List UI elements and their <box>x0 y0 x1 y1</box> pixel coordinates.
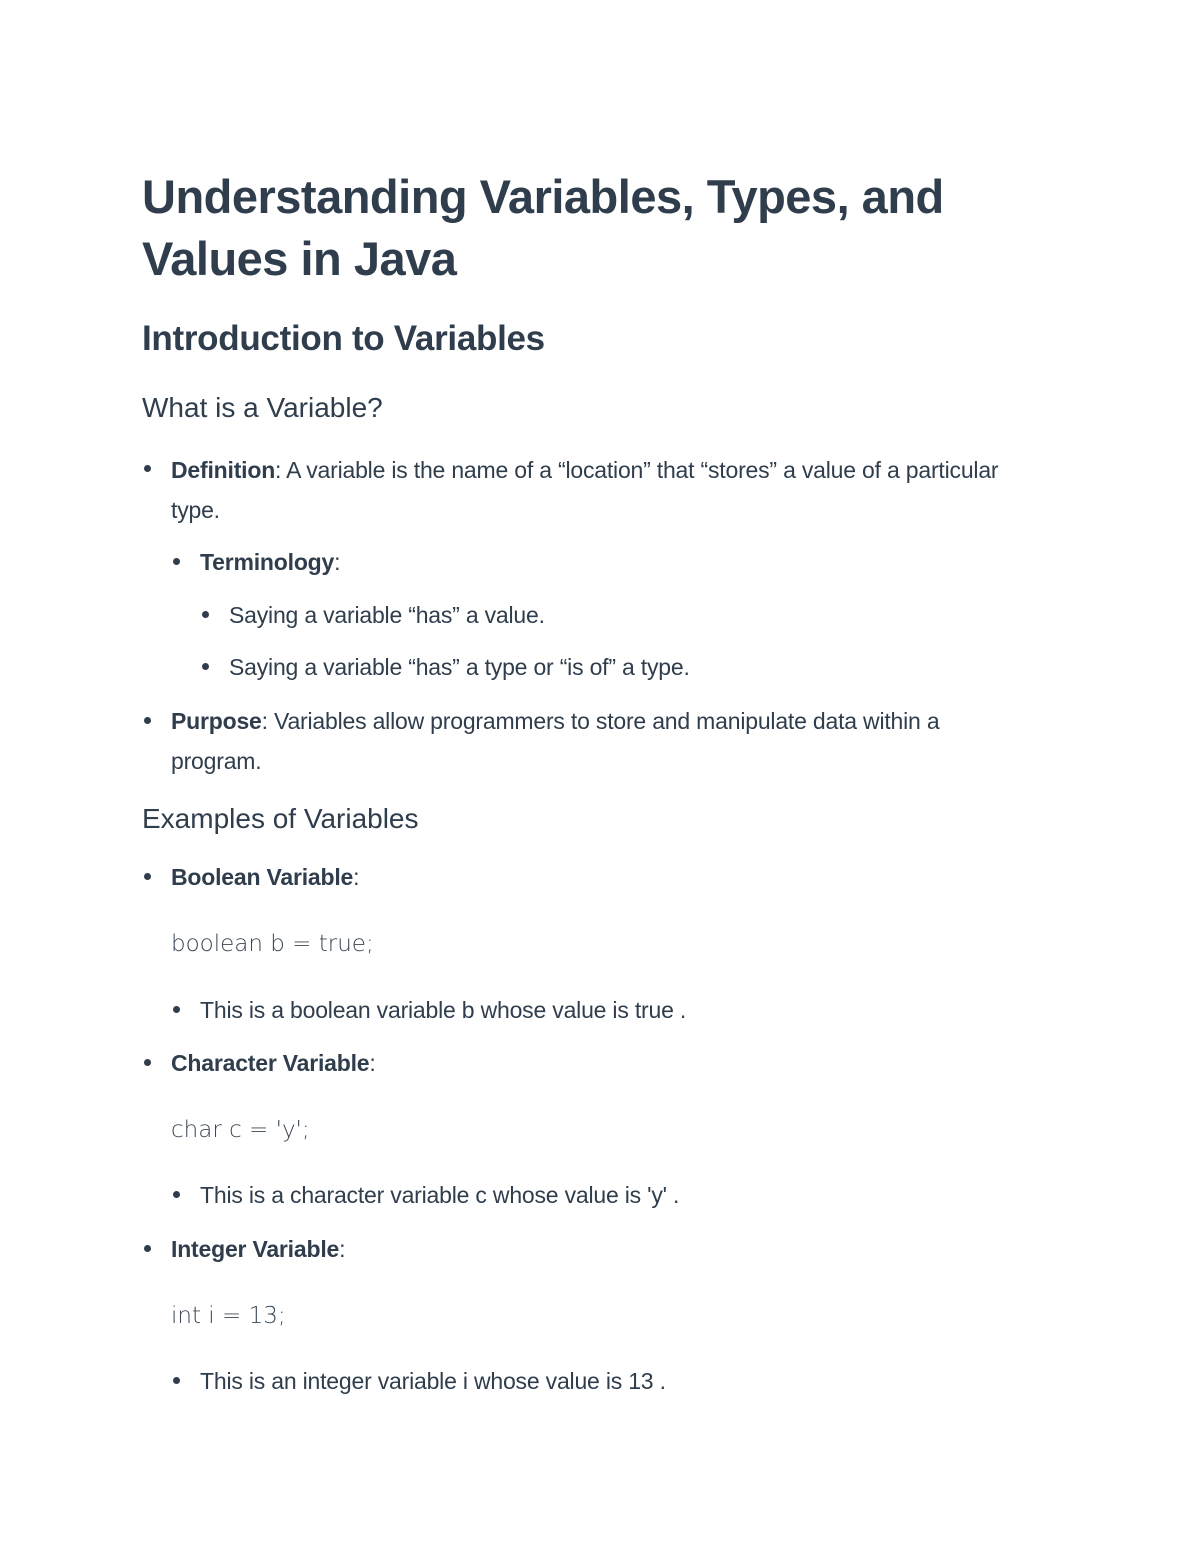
bullet-icon <box>144 873 151 880</box>
list-item-boolean-note: This is a boolean variable b whose value is true . <box>200 997 687 1023</box>
code-integer: int i = 13; <box>171 1303 286 1329</box>
purpose-label: Purpose <box>171 708 262 734</box>
list-item-purpose <box>171 701 1031 781</box>
list-item-terminology <box>200 542 340 582</box>
list-item-character: Character Variable: <box>171 1050 376 1076</box>
bullet-icon <box>144 465 151 472</box>
terminology-colon: : <box>334 549 341 575</box>
character-label: Character Variable <box>171 1050 370 1076</box>
subsection-heading-examples: Examples of Variables <box>142 803 419 834</box>
bullet-icon <box>144 1059 151 1066</box>
bullet-icon <box>173 1191 180 1198</box>
bullet-icon <box>144 717 151 724</box>
list-item-definition <box>171 450 1051 530</box>
bullet-icon <box>202 611 209 618</box>
list-item-character-note: This is a character variable c whose value is 'y' . <box>200 1182 680 1208</box>
code-character: char c = 'y'; <box>171 1117 310 1143</box>
bullet-icon <box>144 1245 151 1252</box>
section-heading: Introduction to Variables <box>142 319 545 358</box>
list-item-boolean: Boolean Variable: <box>171 864 360 890</box>
list-item-term-2: Saying a variable “has” a type or “is of” a type. <box>229 654 690 680</box>
bullet-icon <box>173 558 180 565</box>
code-boolean: boolean b = true; <box>171 931 374 957</box>
definition-label: Definition <box>171 457 276 483</box>
boolean-label: Boolean Variable <box>171 864 354 890</box>
purpose-text: : Variables allow programmers to store and manipulate data within a program. <box>171 708 940 774</box>
document-title: Understanding Variables, Types, and Values in Java <box>142 170 944 285</box>
list-item-integer: Integer Variable: <box>171 1236 346 1262</box>
list-item-term-1: Saying a variable “has” a value. <box>229 602 545 628</box>
list-item-integer-note: This is an integer variable i whose value is 13 . <box>200 1368 666 1394</box>
integer-label: Integer Variable <box>171 1236 340 1262</box>
definition-text: : A variable is the name of a “location” that “stores” a value of a particular type. <box>171 457 999 523</box>
subsection-heading-what-is: What is a Variable? <box>142 392 383 423</box>
bullet-icon <box>173 1377 180 1384</box>
bullet-icon <box>173 1006 180 1013</box>
bullet-icon <box>202 663 209 670</box>
terminology-label: Terminology <box>200 549 335 575</box>
